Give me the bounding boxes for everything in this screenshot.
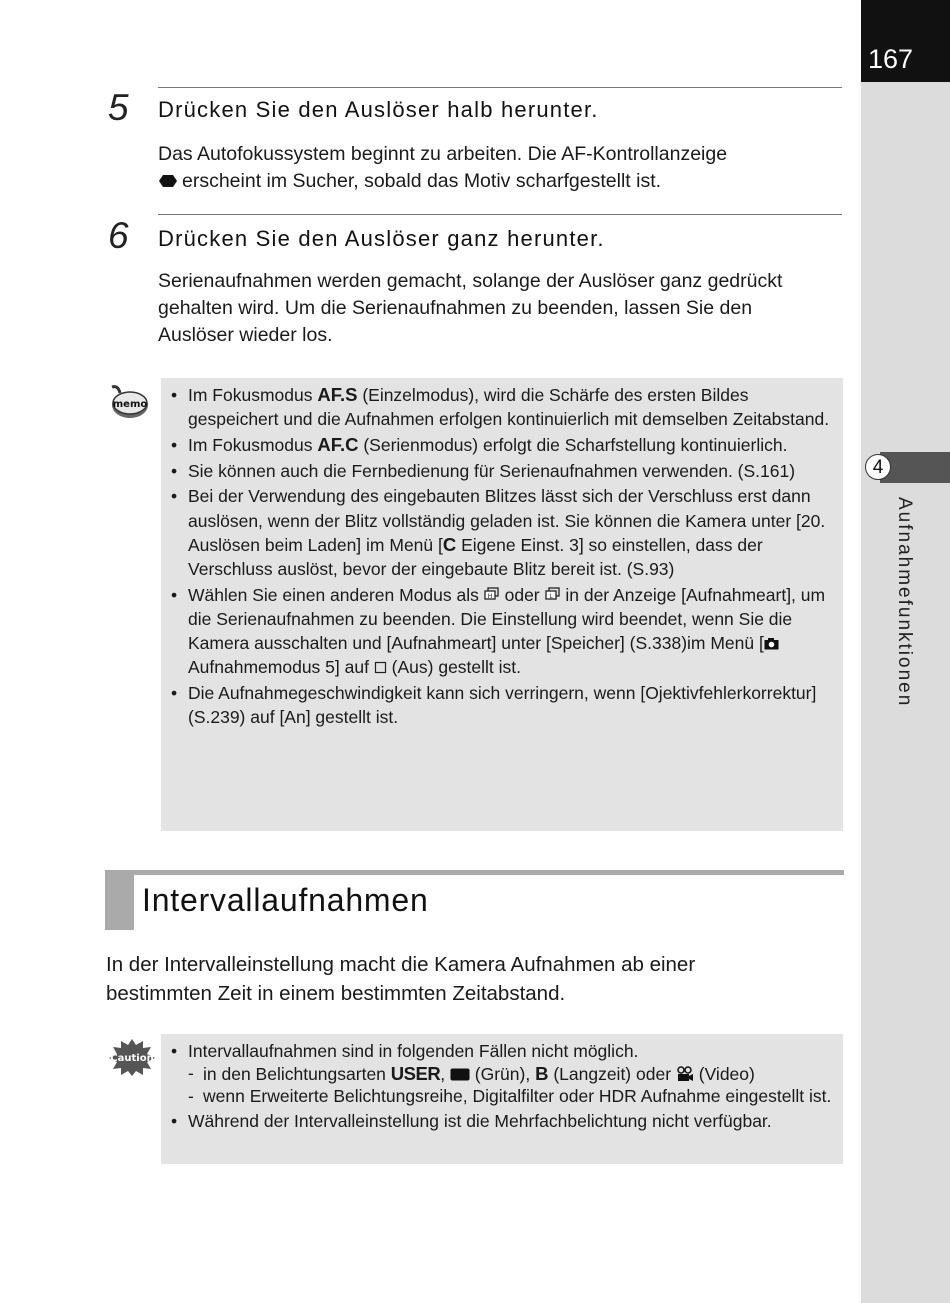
af-s-symbol: AF.S bbox=[317, 384, 358, 405]
user-mode-icon: USER bbox=[390, 1063, 441, 1085]
list-item: • Wählen Sie einen anderen Modus als H oder L in der Anzeige [Aufnahmeart], um die Serienaufnahmen zu beenden. Die Einstellung wird beendet, wenn Sie die Kamera ausschalten und [Aufnahmeart] unter [Speicher] (S.338)im Menü [ Aufnahmemodus 5] auf (Aus) gestellt ist. bbox=[188, 583, 840, 680]
chapter-number: 4 bbox=[865, 454, 891, 480]
continuous-shooting-low-icon bbox=[545, 587, 561, 602]
continuous-shooting-icon bbox=[484, 587, 500, 602]
green-mode-icon bbox=[450, 1068, 470, 1081]
section-heading-block bbox=[105, 870, 134, 930]
video-mode-icon bbox=[676, 1066, 694, 1082]
list-item: • Die Aufnahmegeschwindigkeit kann sich verringern, wenn [Ojektivfehlerkorrektur] (S.239) auf [An] gestellt ist. bbox=[188, 681, 840, 729]
svg-text:H: H bbox=[487, 592, 493, 600]
step-number: 6 bbox=[108, 215, 129, 256]
step-number: 5 bbox=[108, 87, 129, 128]
sub-list-item: - wenn Erweiterte Belichtungsreihe, Digitalfilter oder HDR Aufnahme eingestellt ist. bbox=[188, 1086, 840, 1108]
section-intro: In der Intervalleinstellung macht die Kamera Aufnahmen ab einer bestimmten Zeit in einem bestimmten Zeitabstand. bbox=[106, 953, 696, 1005]
list-item: • Während der Intervalleinstellung ist die Mehrfachbelichtung nicht verfügbar. bbox=[188, 1109, 840, 1133]
sub-list bbox=[188, 1063, 840, 1107]
svg-text:Caution: Caution bbox=[110, 1053, 154, 1064]
list-item: • Im Fokusmodus AF.C (Serienmodus) erfolgt die Scharfstellung kontinuierlich. bbox=[188, 433, 840, 457]
list-item: • Intervallaufnahmen sind in folgenden Fällen nicht möglich. - in den Belichtungsarten USER, (Grün), B (Langzeit) oder (Video) - wenn Erweiterte Belichtungsreihe, Digitalfilter oder HDR Aufnahme eingestellt ist. bbox=[188, 1039, 840, 1107]
af-c-symbol: AF.C bbox=[317, 433, 359, 455]
list-item: • Im Fokusmodus AF.S (Einzelmodus), wird die Schärfe des ersten Bildes gespeichert und die Aufnahmen erfolgen kontinuierlich mit demselben Zeitabstand. bbox=[188, 383, 840, 431]
section-title: Intervallaufnahmen bbox=[142, 882, 429, 918]
section-heading-rule bbox=[105, 870, 844, 875]
memo-icon bbox=[108, 383, 150, 421]
svg-text:L: L bbox=[548, 592, 553, 600]
page-number: 167 bbox=[868, 44, 914, 74]
bulb-mode-icon: B bbox=[535, 1063, 549, 1085]
list-item: • Sie können auch die Fernbedienung für Serienaufnahmen verwenden. (S.161) bbox=[188, 459, 840, 483]
off-square-icon bbox=[374, 661, 387, 674]
caution-icon bbox=[108, 1038, 156, 1076]
af-indicator-icon bbox=[158, 174, 178, 188]
caution-list bbox=[188, 1039, 840, 1134]
sub-list-item: - in den Belichtungsarten USER, (Grün), B (Langzeit) oder (Video) bbox=[188, 1063, 840, 1086]
step-description: Serienaufnahmen werden gemacht, solange der Auslöser ganz gedrückt gehalten wird. Um die Serienaufnahmen zu beenden, lassen Sie den Auslöser wieder los. bbox=[158, 270, 783, 346]
memo-list bbox=[188, 383, 840, 731]
step-divider bbox=[158, 87, 842, 88]
step-divider bbox=[158, 214, 842, 215]
step-title: Drücken Sie den Auslöser ganz herunter. bbox=[158, 226, 605, 251]
step-description: Das Autofokussystem beginnt zu arbeiten. Die AF-Kontrollanzeige erscheint im Sucher, sobald das Motiv scharfgestellt ist. bbox=[158, 143, 728, 192]
camera-icon bbox=[764, 637, 779, 650]
chapter-title: Aufnahmefunktionen bbox=[894, 497, 915, 708]
list-item: • Bei der Verwendung des eingebauten Blitzes lässt sich der Verschluss erst dann auslösen, wenn der Blitz vollständig geladen ist. Sie können die Kamera unter [20. Auslösen beim Laden] im Menü [C Eigene Einst. 3] so einstellen, dass der Verschluss auslöst, bevor der eingebaute Blitz bereit ist. (S.93) bbox=[188, 484, 840, 581]
custom-menu-icon: C bbox=[442, 533, 457, 555]
step-title: Drücken Sie den Auslöser halb herunter. bbox=[158, 97, 599, 122]
svg-text:memo: memo bbox=[112, 399, 148, 410]
